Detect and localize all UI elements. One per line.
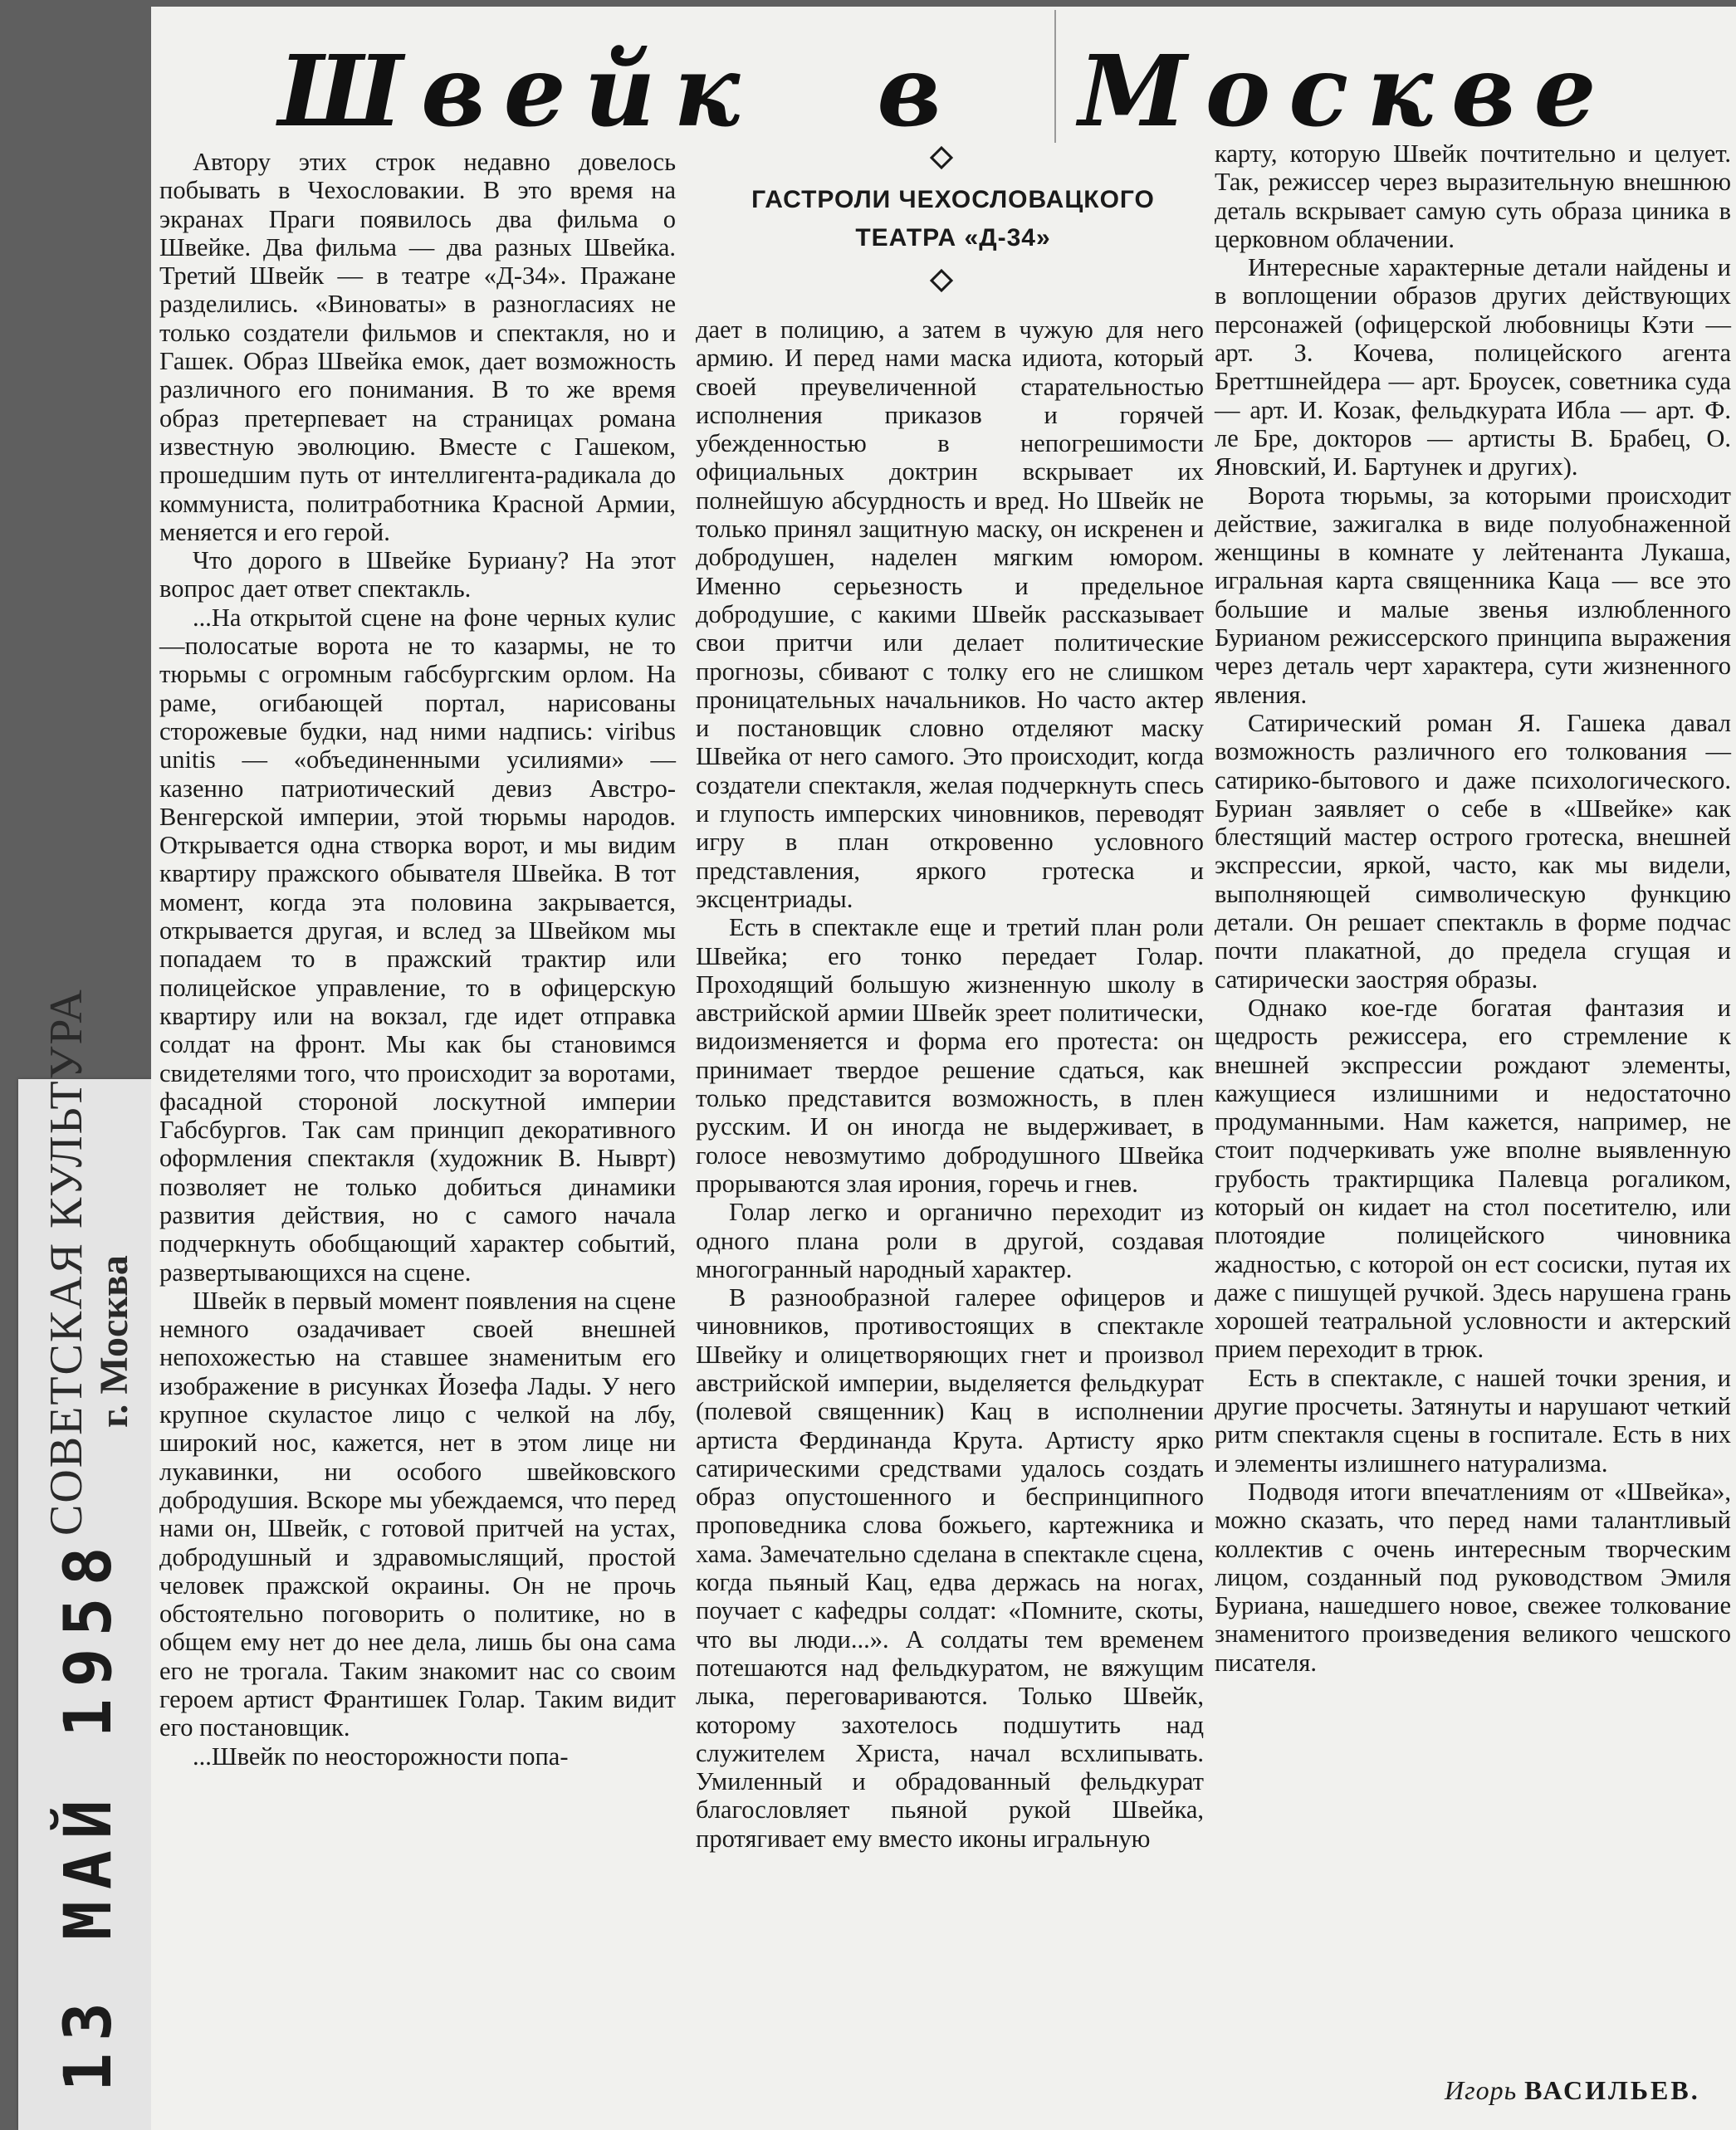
paragraph: дает в полицию, а затем в чужую для него армию. И перед нами маска идиота, который своей преувеличенной старательностью исполнения приказов и горячей убежденностью в непогрешимости официальных доктрин вскрывает их полнейшую абсурдность и вред. Но Швейк не только принял защитную маску, он искренен и добродушен, наделен мягким юмором. Именно серьезность и предельное добродушие, с какими Швейк рассказывает свои притчи или делает политические прогнозы, сбивают с толку его не слишком проницательных начальников. Но часто актер и постановщик словно отделяют маску Швейка от него самого. Это происходит, когда создатели спектакля, желая подчеркнуть спесь и глупость имперских чиновников, переводят игру в план откровенно условного представления, яркого гротеска и эксцентриады. [696, 315, 1204, 913]
source-city: г. Москва [92, 1255, 136, 1428]
article-column-1 [159, 148, 676, 1771]
article-column-3 [1215, 139, 1731, 1677]
paragraph: Однако кое-где богатая фантазия и щедрость режиссера, его стремление к внешней экспрессии рождают элементы, кажущиеся излишними и недостаточно продуманными. Нам кажется, например, не стоит подчеркивать уже вполне выявленную грубость трактирщика Палевца рогаликом, который он кидает на стол посетителю, или плотоядие полицейского чиновника жадностью, с которой он ест сосиски, путая их даже с пишущей ручкой. Здесь нарушена грань хорошей театральной условности и актерский прием переходит в трюк. [1215, 993, 1731, 1364]
paragraph: Есть в спектакле, с нашей точки зрения, и другие просчеты. Затянуты и нарушают четкий ритм спектакля сцены в госпитале. Есть в них и элементы излишнего натурализма. [1215, 1363, 1731, 1478]
article-column-2 [696, 315, 1204, 1853]
source-newspaper-name: СОВЕТСКАЯ КУЛЬТУРА [41, 988, 92, 1536]
paragraph: Ворота тюрьмы, за которыми происходит действие, зажигалка в виде полуобнаженной женщины в комнате у лейтенанта Лукаша, игральная карта священника Каца — все это большие и малые звенья излюбленного Бурианом режиссерского принципа выражения через деталь черт характера, сути жизненного явления. [1215, 481, 1731, 709]
paragraph: Есть в спектакле еще и третий план роли Швейка; его тонко передает Голар. Проходящий большую жизненную школу в австрийской армии Швейк зреет политически, видоизменяется и форма его протеста: он принимает твердое решение сдаться, как только представится возможность, в плен русским. И он иногда не выдерживает, в голосе невозмутимо добродушного Швейка прорываются злая ирония, горечь и гнев. [696, 913, 1204, 1198]
paragraph: Подводя итоги впечатлениям от «Швейка», можно сказать, что перед нами талантливый коллектив с очень интересным творческим лицом, созданный под руководством Эмиля Буриана, нашедшего новое, свежее толкование знаменитого произведения великого чешского писателя. [1215, 1477, 1731, 1677]
author-last-name: ВАСИЛЬЕВ. [1524, 2075, 1700, 2105]
paragraph: карту, которую Швейк почтительно и целует. Так, режиссер через выразительную внешнюю деталь вскрывает самую суть образа циника в церковном облачении. [1215, 139, 1731, 253]
paragraph: ...На открытой сцене на фоне черных кулис—полосатые ворота не то казармы, не то тюрьмы с огромным габсбургским орлом. На раме, огибающей портал, нарисованы сторожевые будки, над ними надпись: viribus unitis — «объединенными усилиями» — казенно патриотический девиз Австро-Венгерской империи, этой тюрьмы народов. Открывается одна створка ворот, и мы видим квартиру пражского обывателя Швейка. В тот момент, когда эта половина закрывается, открывается другая, и вслед за Швейком мы попадаем то в пражский трактир или полицейское управление, то в офицерскую квартиру или на вокзал, где идет отправка солдат на фронт. Мы как бы становимся свидетелями того, что происходит за воротами, фасадной стороной лоскутной империи Габсбургов. Так сам принцип декоративного оформления спектакля (художник В. Ныврт) позволяет не только добиться динамики развития действия, но с самого начала подчеркнуть обобщающий характер событий, развертывающихся на сцене. [159, 603, 676, 1287]
source-date: 13 МАЙ 1958 [51, 1535, 126, 2092]
paragraph: Сатирический роман Я. Гашека давал возможность различного его толкования — сатирико-бытового и даже психологического. Буриан заявляет о себе в «Швейке» как блестящий мастер острого гротеска, внешней экспрессии, яркой, часто, как мы видели, выполняющей символическую функцию детали. Он решает спектакль в форме подчас почти плакатной, до предела сгущая и сатирически заостряя образы. [1215, 708, 1731, 994]
paragraph: Голар легко и органично переходит из одного плана роли в другой, создавая многогранный народный характер. [696, 1198, 1204, 1283]
paragraph: В разнообразной галерее офицеров и чиновников, противостоящих в спектакле Швейку и олицетворяющих гнет и произвол австрийской империи, выделяется фельдкурат (полевой священник) Кац в исполнении артиста Фердинанда Крута. Артисту ярко сатирическими средствами удалось создать образ опустошенного и беспринципного проповедника слова божьего, картежника и хама. Замечательно сделана в спектакле сцена, когда пьяный Кац, едва держась на ногах, поучает с кафедры солдат: «Помните, скоты, что вы люди...». А солдаты тем временем потешаются над фельдкуратом, не вяжущим лыка, переговариваются. Только Швейк, которому захотелось подшутить над служителем Христа, начал всхлипывать. Умиленный и обрадованный фельдкурат благословляет пьяной рукой Швейка, протягивает ему вместо иконы игральную [696, 1283, 1204, 1853]
article-headline: Швейк в Москве [278, 33, 1615, 149]
paragraph: Что дорого в Швейке Буриану? На этот вопрос дает ответ спектакль. [159, 546, 676, 603]
paragraph: Автору этих строк недавно довелось побывать в Чехословакии. В это время на экранах Праги появилось два фильма о Швейке. Два фильма — два разных Швейка. Третий Швейк — в театре «Д-34». Пражане разделились. «Виноваты» в разногласиях не только создатели фильмов и спектакля, но и Гашек. Образ Швейка емок, дает возможность различного его понимания. В то же время образ претерпевает на страницах романа известную эволюцию. Вместе с Гашеком, прошедшим путь от интеллигента-радикала до коммуниста, политработника Красной Армии, меняется и его герой. [159, 148, 676, 546]
paragraph: Швейк в первый момент появления на сцене немного озадачивает своей внешней непохожестью на ставшее знаменитым его изображение в рисунках Йозефа Лады. У него крупное скуластое лицо с челкой на лбу, широкий нос, кажется, нет в этом лице ни лукавинки, ни особого швейковского добродушия. Вскоре мы убеждаемся, что перед нами он, Швейк, с готовой притчей на устах, добродушный и здравомыслящий, простой человек пражской окраины. Он не прочь обстоятельно поговорить о политике, но в общем ему нет до нее дела, лишь бы она сама его не трогала. Таким знакомит нас со своим героем артист Франтишек Голар. Таким видит его постановщик. [159, 1286, 676, 1742]
author-byline [1445, 2075, 1700, 2106]
author-first-name: Игорь [1445, 2075, 1518, 2105]
article-subheading-box [704, 181, 1202, 257]
article-subheading: ГАСТРОЛИ ЧЕХОСЛОВАЦКОГО ТЕАТРА «Д-34» [751, 186, 1155, 252]
paragraph: Интересные характерные детали найдены и в воплощении образов других действующих персонажей (офицерской любовницы Кэти — арт. З. Кочева, полицейского агента Бреттшнейдера — арт. Броусек, советника суда — арт. И. Козак, фельдкурата Ибла — арт. Ф. ле Бре, докторов — артисты В. Брабец, О. Яновский, И. Бартунек и других). [1215, 253, 1731, 481]
paragraph: ...Швейк по неосторожности попа- [193, 1742, 569, 1771]
